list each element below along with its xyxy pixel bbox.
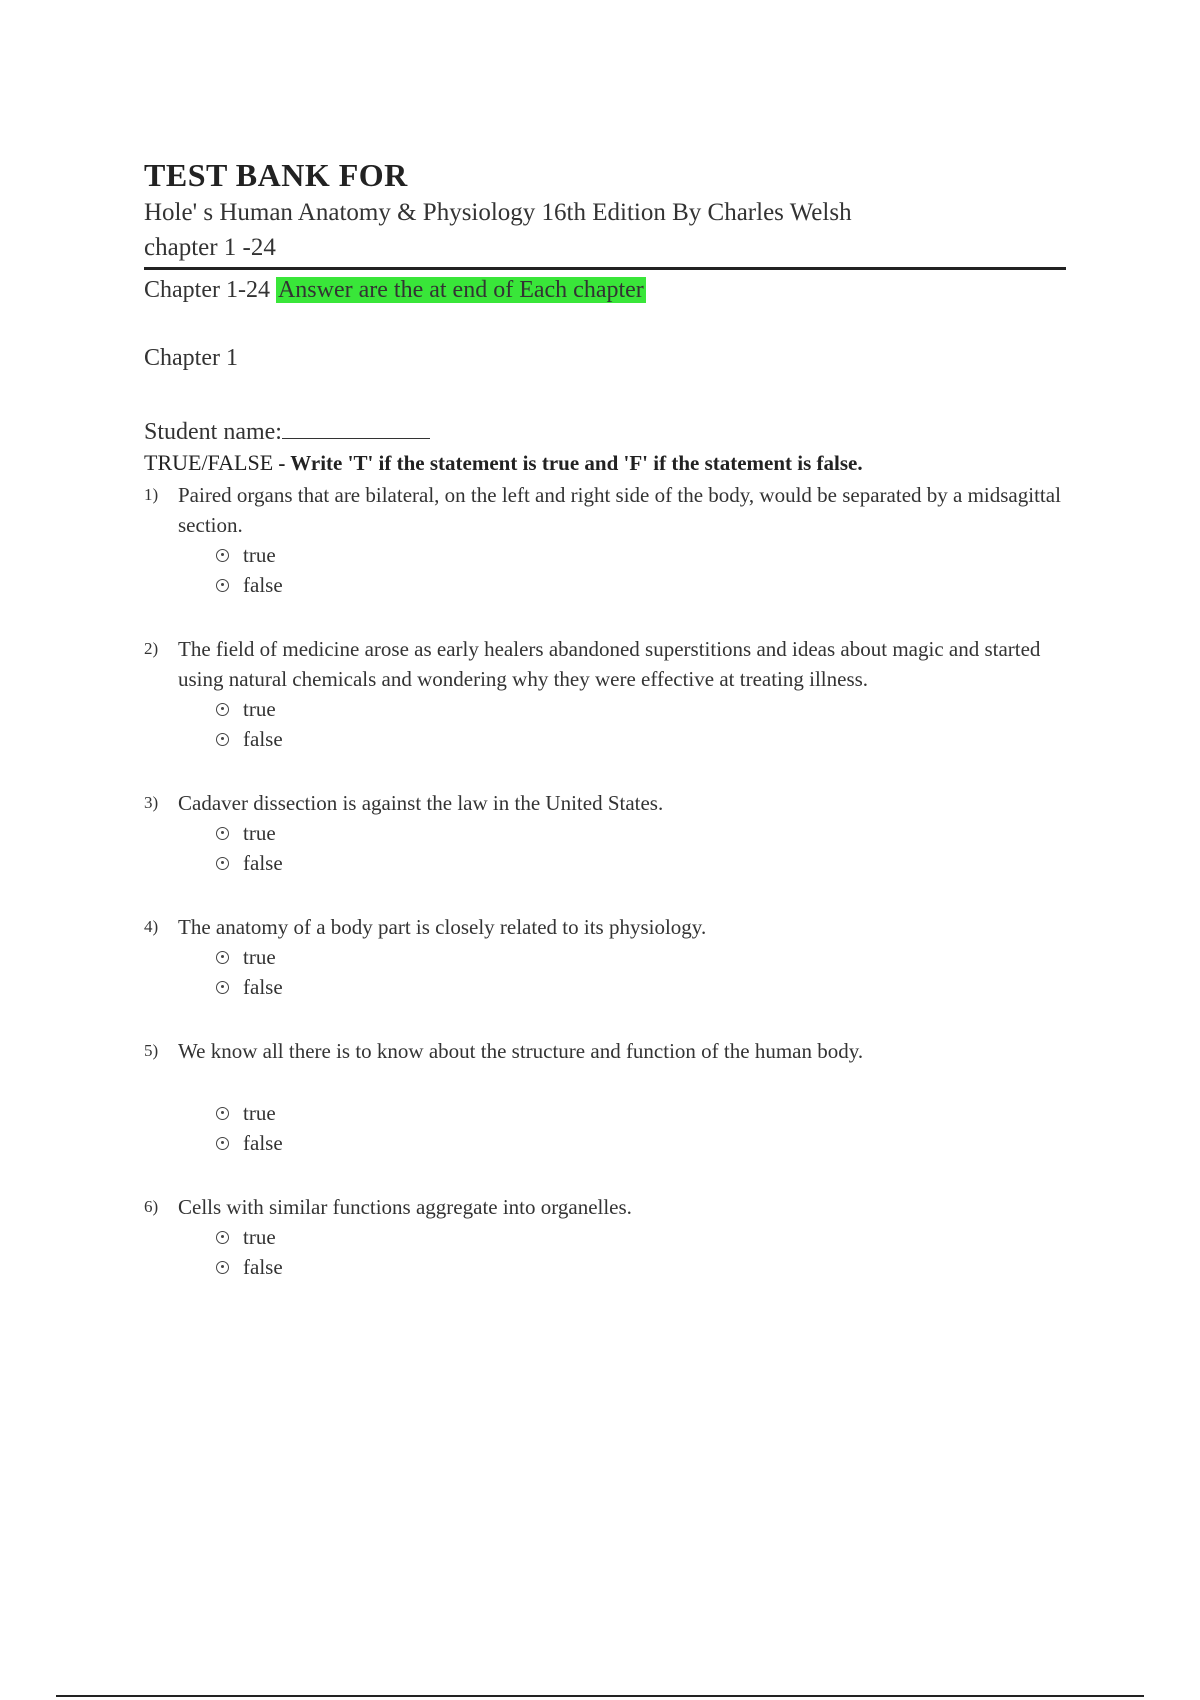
question-number: 5) (144, 1041, 159, 1060)
document-page (144, 155, 1064, 1282)
option-label: false (243, 573, 283, 597)
option-label: false (243, 975, 283, 999)
instructions-text: - Write 'T' if the statement is true and 'F' if the statement is false. (273, 451, 863, 475)
question-number: 2) (144, 639, 159, 658)
footer-divider (56, 1695, 1144, 1697)
question-text: The anatomy of a body part is closely related to its physiology. (178, 915, 707, 939)
option-true[interactable] (216, 942, 1064, 972)
option-label: false (243, 851, 283, 875)
answer-options (178, 1098, 1064, 1158)
student-name-label: Student name: (144, 419, 282, 445)
radio-icon[interactable] (216, 951, 229, 964)
option-true[interactable] (216, 1222, 1064, 1252)
radio-icon[interactable] (216, 827, 229, 840)
radio-icon[interactable] (216, 1137, 229, 1150)
question-4 (144, 912, 1064, 1002)
chapter-heading: Chapter 1 (144, 345, 238, 371)
question-6 (144, 1192, 1064, 1282)
option-false[interactable] (216, 1128, 1064, 1158)
document-title: TEST BANK FOR (144, 157, 408, 193)
chapter-note-prefix: Chapter 1-24 (144, 277, 270, 303)
answer-options (178, 540, 1064, 600)
answer-options (178, 942, 1064, 1002)
question-text: Paired organs that are bilateral, on the left and right side of the body, would be separated by a midsagittal section. (178, 483, 1061, 537)
option-false[interactable] (216, 570, 1064, 600)
option-true[interactable] (216, 540, 1064, 570)
radio-icon[interactable] (216, 1261, 229, 1274)
option-label: true (243, 945, 276, 969)
option-label: true (243, 1101, 276, 1125)
question-number: 1) (144, 485, 159, 504)
radio-icon[interactable] (216, 981, 229, 994)
chapter-range: chapter 1 -24 (144, 231, 1066, 270)
question-2 (144, 634, 1064, 754)
radio-icon[interactable] (216, 1107, 229, 1120)
option-false[interactable] (216, 724, 1064, 754)
radio-icon[interactable] (216, 579, 229, 592)
question-number: 3) (144, 793, 159, 812)
question-1 (144, 480, 1064, 600)
answer-options (178, 694, 1064, 754)
question-5 (144, 1036, 1064, 1158)
radio-icon[interactable] (216, 549, 229, 562)
question-number: 6) (144, 1197, 159, 1216)
question-text: The field of medicine arose as early healers abandoned superstitions and ideas about magic and started using natural chemicals and wondering why they were effective at treating illness. (178, 637, 1041, 691)
answer-options (178, 818, 1064, 878)
question-text: Cells with similar functions aggregate into organelles. (178, 1195, 632, 1219)
chapter-note-line (144, 272, 1064, 308)
radio-icon[interactable] (216, 857, 229, 870)
instructions-lead: TRUE/FALSE (144, 450, 274, 475)
radio-icon[interactable] (216, 1231, 229, 1244)
student-name-blank[interactable] (282, 416, 430, 439)
option-false[interactable] (216, 972, 1064, 1002)
question-text: We know all there is to know about the structure and function of the human body. (178, 1039, 864, 1063)
option-label: true (243, 1225, 276, 1249)
option-true[interactable] (216, 694, 1064, 724)
student-name-row (144, 416, 1064, 448)
option-label: true (243, 697, 276, 721)
option-false[interactable] (216, 1252, 1064, 1282)
option-label: true (243, 821, 276, 845)
option-label: true (243, 543, 276, 567)
radio-icon[interactable] (216, 703, 229, 716)
option-false[interactable] (216, 848, 1064, 878)
option-label: false (243, 1131, 283, 1155)
radio-icon[interactable] (216, 733, 229, 746)
question-text: Cadaver dissection is against the law in the United States. (178, 791, 664, 815)
option-true[interactable] (216, 818, 1064, 848)
option-label: false (243, 1255, 283, 1279)
answer-location-note: Answer are the at end of Each chapter (277, 277, 644, 303)
question-3 (144, 788, 1064, 878)
option-true[interactable] (216, 1098, 1064, 1128)
option-label: false (243, 727, 283, 751)
answer-options (178, 1222, 1064, 1282)
question-number: 4) (144, 917, 159, 936)
document-subtitle: Hole' s Human Anatomy & Physiology 16th Edition By Charles Welsh (144, 199, 852, 226)
instructions (144, 448, 1064, 478)
